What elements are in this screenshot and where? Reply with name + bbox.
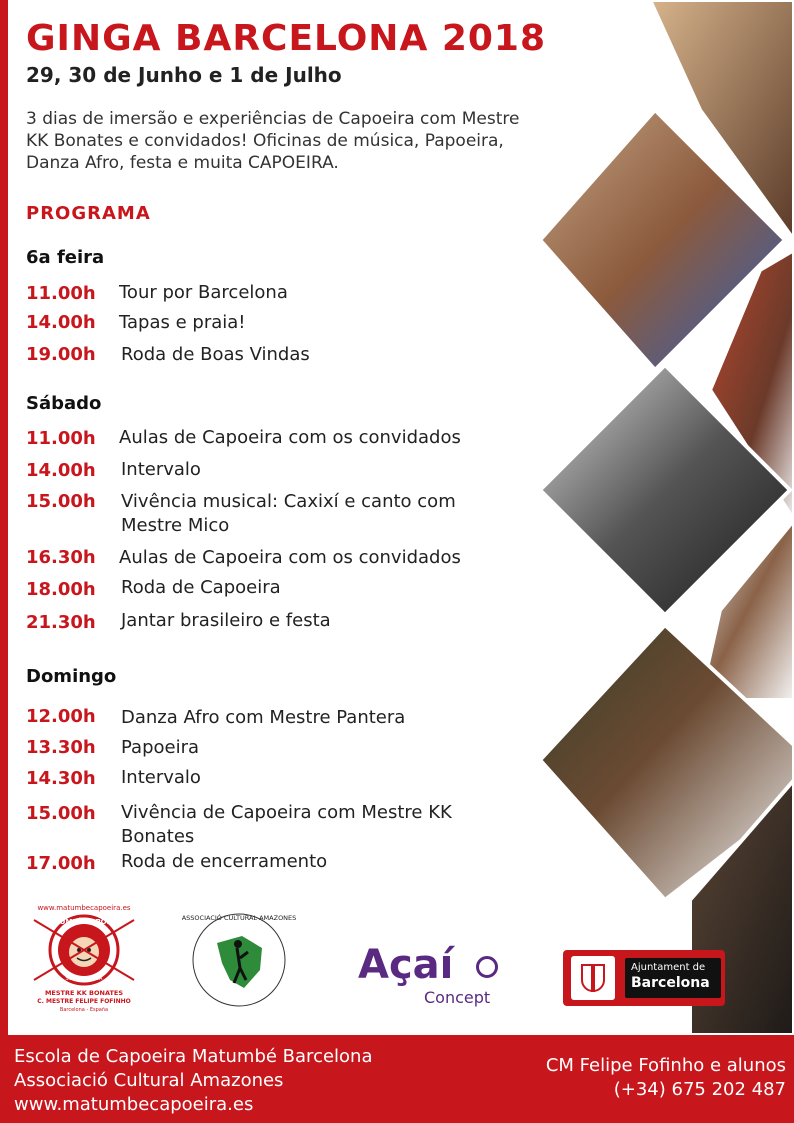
left-accent-bar — [0, 0, 8, 1035]
schedule-time: 14.30h — [26, 768, 96, 789]
schedule-activity: Papoeira — [121, 737, 200, 758]
event-dates: 29, 30 de Junho e 1 de Julho — [26, 63, 342, 87]
acai-concept-logo — [358, 942, 518, 1017]
matumbe-logo-line2: C. MESTRE FELIPE FOFINHO — [37, 998, 131, 1005]
schedule-activity: Vivência musical: Caxixí e canto com Mestre Mico — [121, 491, 456, 536]
ajuntament-line2: Barcelona — [631, 975, 710, 991]
matumbe-logo-inner: SUÊ CURUNGA — [65, 976, 103, 982]
amazones-logo-ring: ASSOCIACIÓ CULTURAL AMAZONES — [182, 914, 297, 922]
footer-bar — [0, 1035, 794, 1123]
programa-heading: PROGRAMA — [26, 203, 151, 224]
schedule-time: 21.30h — [26, 612, 96, 633]
schedule-activity: Roda de Boas Vindas — [121, 344, 310, 365]
matumbe-logo-line1: MESTRE KK BONATES — [44, 989, 124, 997]
matumbe-logo-line3: Barcelona - España — [59, 1007, 109, 1013]
footer-website-link[interactable]: www.matumbecapoeira.es — [14, 1094, 254, 1115]
schedule-time: 19.00h — [26, 344, 96, 365]
schedule-time: 14.00h — [26, 460, 96, 481]
schedule-time: 16.30h — [26, 547, 96, 568]
day-heading-friday: 6a feira — [26, 247, 105, 268]
day-heading-saturday: Sábado — [26, 393, 102, 414]
schedule-time: 15.00h — [26, 803, 96, 824]
schedule-activity: Intervalo — [121, 767, 201, 788]
schedule-time: 11.00h — [26, 283, 96, 304]
footer-left — [14, 1045, 373, 1117]
matumbe-capoeira-logo — [24, 900, 144, 1015]
matumbe-logo-ring: MATUMBÊ CAPOEIRA — [43, 918, 125, 926]
footer-phone[interactable]: (+34) 675 202 487 — [613, 1079, 786, 1100]
footer-school: Escola de Capoeira Matumbé Barcelona — [14, 1046, 373, 1067]
schedule-activity: Tapas e praia! — [119, 312, 246, 333]
ajuntament-line1: Ajuntament de — [631, 962, 706, 973]
schedule-activity: Aulas de Capoeira com os convidados — [119, 547, 461, 568]
day-heading-sunday: Domingo — [26, 666, 117, 687]
schedule-time: 13.30h — [26, 737, 96, 758]
footer-right — [546, 1054, 786, 1102]
schedule-time: 11.00h — [26, 428, 96, 449]
schedule-time: 12.00h — [26, 706, 96, 727]
schedule-time: 17.00h — [26, 853, 96, 874]
acai-logo-word: Açaí — [358, 942, 454, 988]
photo-collage — [535, 0, 794, 1035]
acai-circle-icon — [476, 956, 498, 978]
amazones-logo — [182, 908, 297, 1008]
schedule-activity: Roda de encerramento — [121, 851, 328, 872]
schedule-time: 14.00h — [26, 312, 96, 333]
schedule-activity: Intervalo — [121, 459, 201, 480]
schedule-activity: Danza Afro com Mestre Pantera — [121, 707, 406, 728]
schedule-activity: Roda de Capoeira — [121, 577, 281, 598]
schedule-time: 15.00h — [26, 491, 96, 512]
schedule-time: 18.00h — [26, 579, 96, 600]
schedule-activity: Jantar brasileiro e festa — [121, 610, 331, 631]
event-title: GINGA BARCELONA 2018 — [26, 18, 547, 59]
matumbe-logo-arc: www.matumbecapoeira.es — [37, 904, 131, 912]
footer-contact-name: CM Felipe Fofinho e alunos — [545, 1055, 786, 1076]
ajuntament-barcelona-logo — [563, 950, 725, 1006]
barcelona-shield-icon — [571, 956, 615, 1000]
footer-association: Associació Cultural Amazones — [14, 1070, 284, 1091]
schedule-activity: Vivência de Capoeira com Mestre KK Bonates — [121, 802, 452, 847]
schedule-activity: Aulas de Capoeira com os convidados — [119, 427, 461, 448]
acai-logo-sub: Concept — [424, 988, 491, 1007]
intro-paragraph: 3 dias de imersão e experiências de Capoeira com Mestre KK Bonates e convidados! Oficinas de música, Papoeira, Danza Afro, festa e muita CAPOEIRA. — [26, 109, 520, 173]
schedule-activity: Tour por Barcelona — [119, 282, 288, 303]
